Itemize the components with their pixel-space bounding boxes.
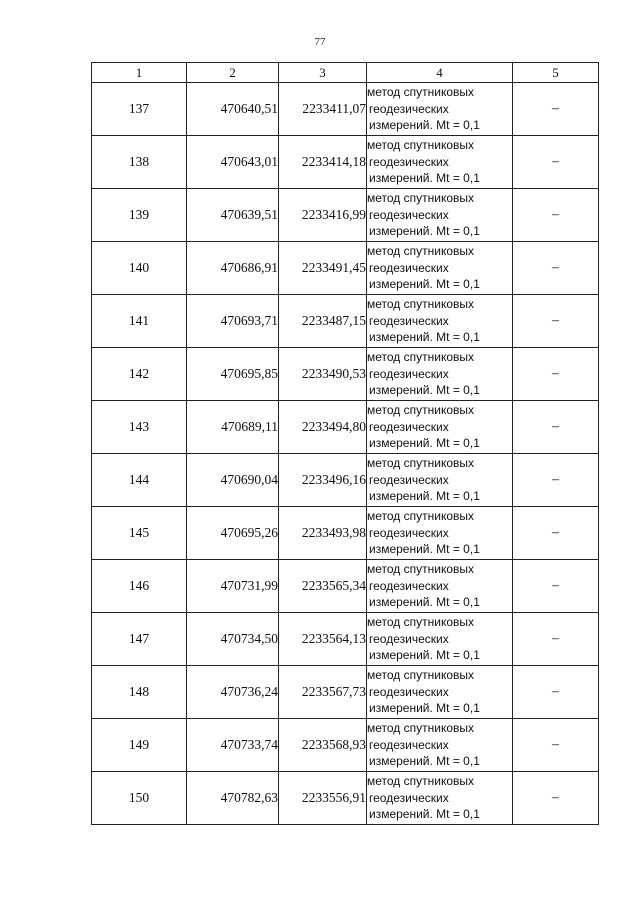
point-number: 148 [92, 666, 187, 719]
method-description [367, 83, 513, 136]
table-row [92, 242, 599, 295]
method-line-2: геодезических [369, 419, 449, 434]
method-description [367, 507, 513, 560]
method-description [367, 242, 513, 295]
method-line-3: измерений. Mt = 0,1 [369, 807, 480, 822]
method-line-3: измерений. Mt = 0,1 [369, 118, 480, 133]
note-cell: – [513, 295, 599, 348]
coordinate-y: 2233491,45 [279, 242, 367, 295]
method-line-1: метод спутниковых [367, 85, 475, 100]
method-line-1: метод спутниковых [367, 615, 475, 630]
method-description [367, 189, 513, 242]
coordinate-x: 470733,74 [187, 719, 279, 772]
method-line-2: геодезических [369, 366, 449, 381]
coordinate-y: 2233411,07 [279, 83, 367, 136]
method-line-1: метод спутниковых [367, 721, 475, 736]
method-line-3: измерений. Mt = 0,1 [369, 542, 480, 557]
method-line-3: измерений. Mt = 0,1 [369, 224, 480, 239]
table-row [92, 83, 599, 136]
method-line-2: геодезических [369, 260, 449, 275]
coordinate-x: 470734,50 [187, 613, 279, 666]
coordinate-x: 470643,01 [187, 136, 279, 189]
point-number: 145 [92, 507, 187, 560]
table-header-row [92, 63, 599, 83]
method-description [367, 666, 513, 719]
method-line-1: метод спутниковых [367, 562, 475, 577]
table-row [92, 772, 599, 825]
coordinate-x: 470731,99 [187, 560, 279, 613]
note-cell: – [513, 189, 599, 242]
method-line-1: метод спутниковых [367, 297, 475, 312]
note-cell: – [513, 242, 599, 295]
coordinate-y: 2233414,18 [279, 136, 367, 189]
point-number: 139 [92, 189, 187, 242]
method-line-2: геодезических [369, 737, 449, 752]
coordinate-y: 2233496,16 [279, 454, 367, 507]
coordinate-y: 2233568,93 [279, 719, 367, 772]
coordinate-x: 470782,63 [187, 772, 279, 825]
table-row [92, 295, 599, 348]
table-row [92, 454, 599, 507]
method-line-2: геодезических [369, 525, 449, 540]
coordinate-y: 2233565,34 [279, 560, 367, 613]
coordinate-x: 470736,24 [187, 666, 279, 719]
method-line-1: метод спутниковых [367, 774, 475, 789]
method-line-3: измерений. Mt = 0,1 [369, 436, 480, 451]
coordinates-table [91, 62, 599, 825]
coordinate-x: 470695,85 [187, 348, 279, 401]
method-line-3: измерений. Mt = 0,1 [369, 489, 480, 504]
point-number: 150 [92, 772, 187, 825]
method-line-3: измерений. Mt = 0,1 [369, 595, 480, 610]
header-col-2: 2 [187, 63, 279, 83]
header-col-3: 3 [279, 63, 367, 83]
point-number: 137 [92, 83, 187, 136]
note-cell: – [513, 507, 599, 560]
coordinate-x: 470639,51 [187, 189, 279, 242]
note-cell: – [513, 613, 599, 666]
note-cell: – [513, 83, 599, 136]
coordinate-x: 470686,91 [187, 242, 279, 295]
table-row [92, 136, 599, 189]
method-line-1: метод спутниковых [367, 668, 475, 683]
point-number: 146 [92, 560, 187, 613]
coordinate-y: 2233494,80 [279, 401, 367, 454]
point-number: 149 [92, 719, 187, 772]
header-col-4: 4 [367, 63, 513, 83]
method-line-3: измерений. Mt = 0,1 [369, 330, 480, 345]
method-line-2: геодезических [369, 790, 449, 805]
point-number: 140 [92, 242, 187, 295]
method-line-2: геодезических [369, 578, 449, 593]
coordinate-y: 2233567,73 [279, 666, 367, 719]
method-line-1: метод спутниковых [367, 509, 475, 524]
method-line-3: измерений. Mt = 0,1 [369, 171, 480, 186]
point-number: 138 [92, 136, 187, 189]
method-line-2: геодезических [369, 684, 449, 699]
table-row [92, 560, 599, 613]
table-row [92, 507, 599, 560]
coordinate-x: 470640,51 [187, 83, 279, 136]
method-line-2: геодезических [369, 631, 449, 646]
note-cell: – [513, 772, 599, 825]
point-number: 141 [92, 295, 187, 348]
note-cell: – [513, 401, 599, 454]
coordinate-y: 2233416,99 [279, 189, 367, 242]
method-line-1: метод спутниковых [367, 403, 475, 418]
method-line-2: геодезических [369, 313, 449, 328]
note-cell: – [513, 666, 599, 719]
method-description [367, 560, 513, 613]
method-description [367, 719, 513, 772]
method-description [367, 613, 513, 666]
method-line-1: метод спутниковых [367, 456, 475, 471]
note-cell: – [513, 454, 599, 507]
page-number: 77 [314, 36, 326, 48]
table-row [92, 719, 599, 772]
coordinate-y: 2233556,91 [279, 772, 367, 825]
coordinate-y: 2233490,53 [279, 348, 367, 401]
table-body [92, 83, 599, 825]
coordinate-y: 2233487,15 [279, 295, 367, 348]
table-row [92, 666, 599, 719]
method-line-2: геодезических [369, 472, 449, 487]
method-description [367, 348, 513, 401]
note-cell: – [513, 136, 599, 189]
method-description [367, 772, 513, 825]
note-cell: – [513, 719, 599, 772]
coordinate-y: 2233564,13 [279, 613, 367, 666]
method-line-1: метод спутниковых [367, 138, 475, 153]
method-line-2: геодезических [369, 101, 449, 116]
table-row [92, 613, 599, 666]
method-line-2: геодезических [369, 154, 449, 169]
point-number: 142 [92, 348, 187, 401]
method-line-3: измерений. Mt = 0,1 [369, 648, 480, 663]
method-description [367, 454, 513, 507]
table-row [92, 348, 599, 401]
point-number: 143 [92, 401, 187, 454]
method-line-2: геодезических [369, 207, 449, 222]
method-line-3: измерений. Mt = 0,1 [369, 701, 480, 716]
method-line-1: метод спутниковых [367, 244, 475, 259]
note-cell: – [513, 560, 599, 613]
point-number: 144 [92, 454, 187, 507]
method-description [367, 295, 513, 348]
method-line-3: измерений. Mt = 0,1 [369, 383, 480, 398]
coordinate-x: 470693,71 [187, 295, 279, 348]
method-description [367, 136, 513, 189]
table-row [92, 401, 599, 454]
point-number: 147 [92, 613, 187, 666]
coordinate-x: 470689,11 [187, 401, 279, 454]
method-description [367, 401, 513, 454]
coordinate-x: 470695,26 [187, 507, 279, 560]
header-col-5: 5 [513, 63, 599, 83]
method-line-1: метод спутниковых [367, 191, 475, 206]
header-col-1: 1 [92, 63, 187, 83]
coordinate-y: 2233493,98 [279, 507, 367, 560]
method-line-1: метод спутниковых [367, 350, 475, 365]
coordinate-x: 470690,04 [187, 454, 279, 507]
method-line-3: измерений. Mt = 0,1 [369, 754, 480, 769]
table-row [92, 189, 599, 242]
method-line-3: измерений. Mt = 0,1 [369, 277, 480, 292]
note-cell: – [513, 348, 599, 401]
